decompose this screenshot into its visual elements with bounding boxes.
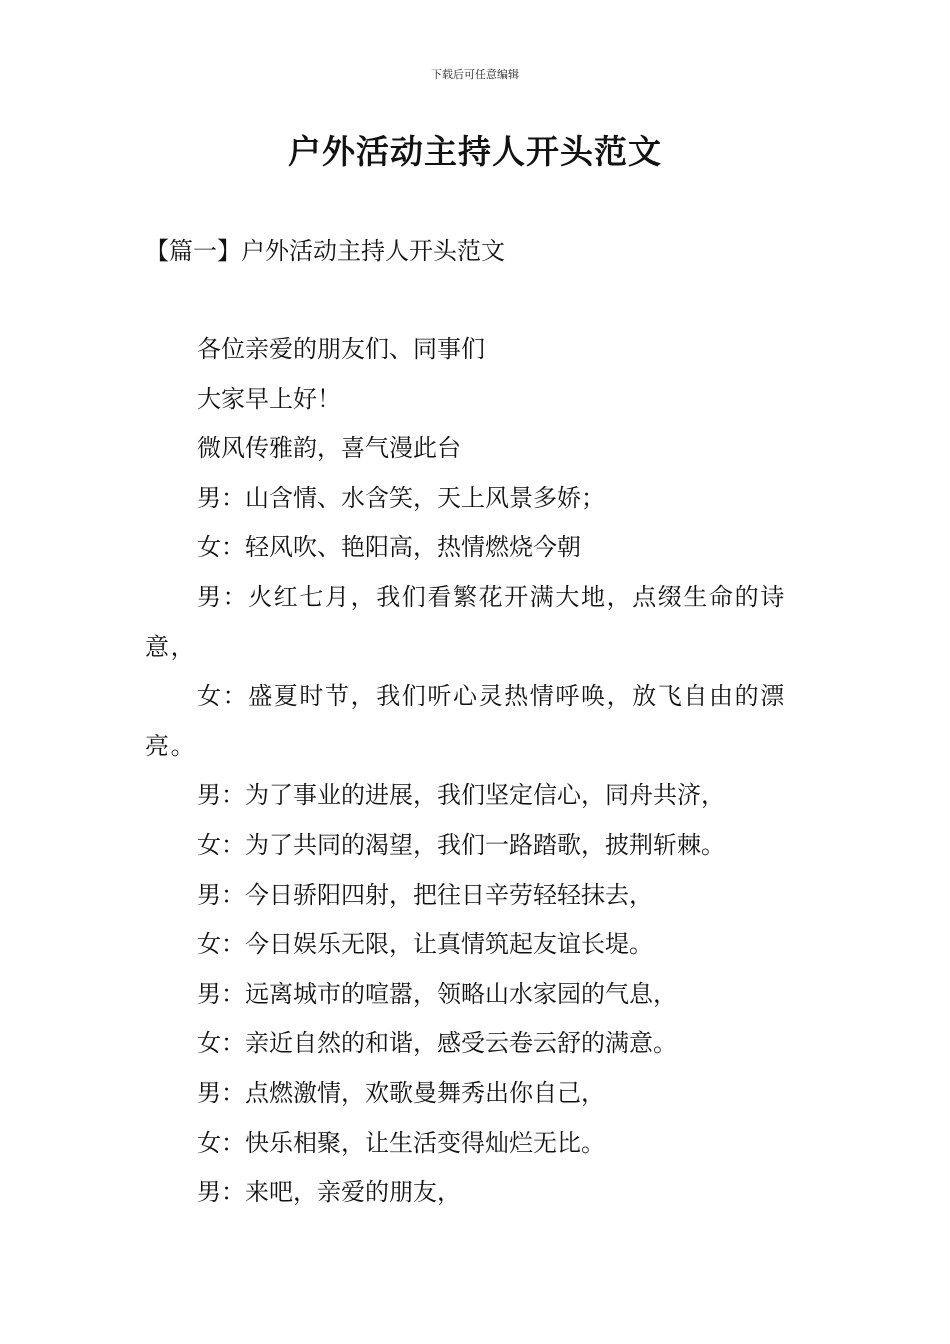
section-heading: 【篇一】户外活动主持人开头范文 <box>145 237 505 265</box>
paragraph: 男：今日骄阳四射，把往日辛劳轻轻抹去， <box>197 880 653 909</box>
paragraph: 女：今日娱乐无限，让真情筑起友谊长堤。 <box>197 930 653 959</box>
page-header-note: 下载后可任意编辑 <box>431 68 519 81</box>
paragraph: 微风传雅韵，喜气漫此台 <box>197 434 461 463</box>
paragraph: 男：为了事业的进展，我们坚定信心，同舟共济， <box>197 781 725 810</box>
paragraph: 女：亲近自然的和谐，感受云卷云舒的满意。 <box>197 1029 677 1058</box>
document-title: 户外活动主持人开头范文 <box>288 132 662 171</box>
paragraph: 男：山含情、水含笑，天上风景多娇； <box>197 483 605 512</box>
paragraph: 男：火红七月，我们看繁花开满大地，点缀生命的诗意， <box>145 582 786 661</box>
paragraph: 女：轻风吹、艳阳高，热情燃烧今朝 <box>197 533 581 562</box>
paragraph: 男：点燃激情，欢歌曼舞秀出你自己， <box>197 1078 605 1107</box>
document-body <box>145 325 810 1218</box>
paragraph: 男：来吧，亲爱的朋友， <box>197 1178 461 1207</box>
paragraph: 男：远离城市的喧嚣，领略山水家园的气息， <box>197 979 677 1008</box>
paragraph: 女：为了共同的渴望，我们一路踏歌，披荆斩棘。 <box>197 830 725 859</box>
paragraph: 女：快乐相聚，让生活变得灿烂无比。 <box>197 1128 605 1157</box>
paragraph: 各位亲爱的朋友们、同事们 <box>197 335 485 363</box>
paragraph: 大家早上好！ <box>197 384 341 413</box>
paragraph: 女：盛夏时节，我们听心灵热情呼唤，放飞自由的漂亮。 <box>145 682 786 760</box>
